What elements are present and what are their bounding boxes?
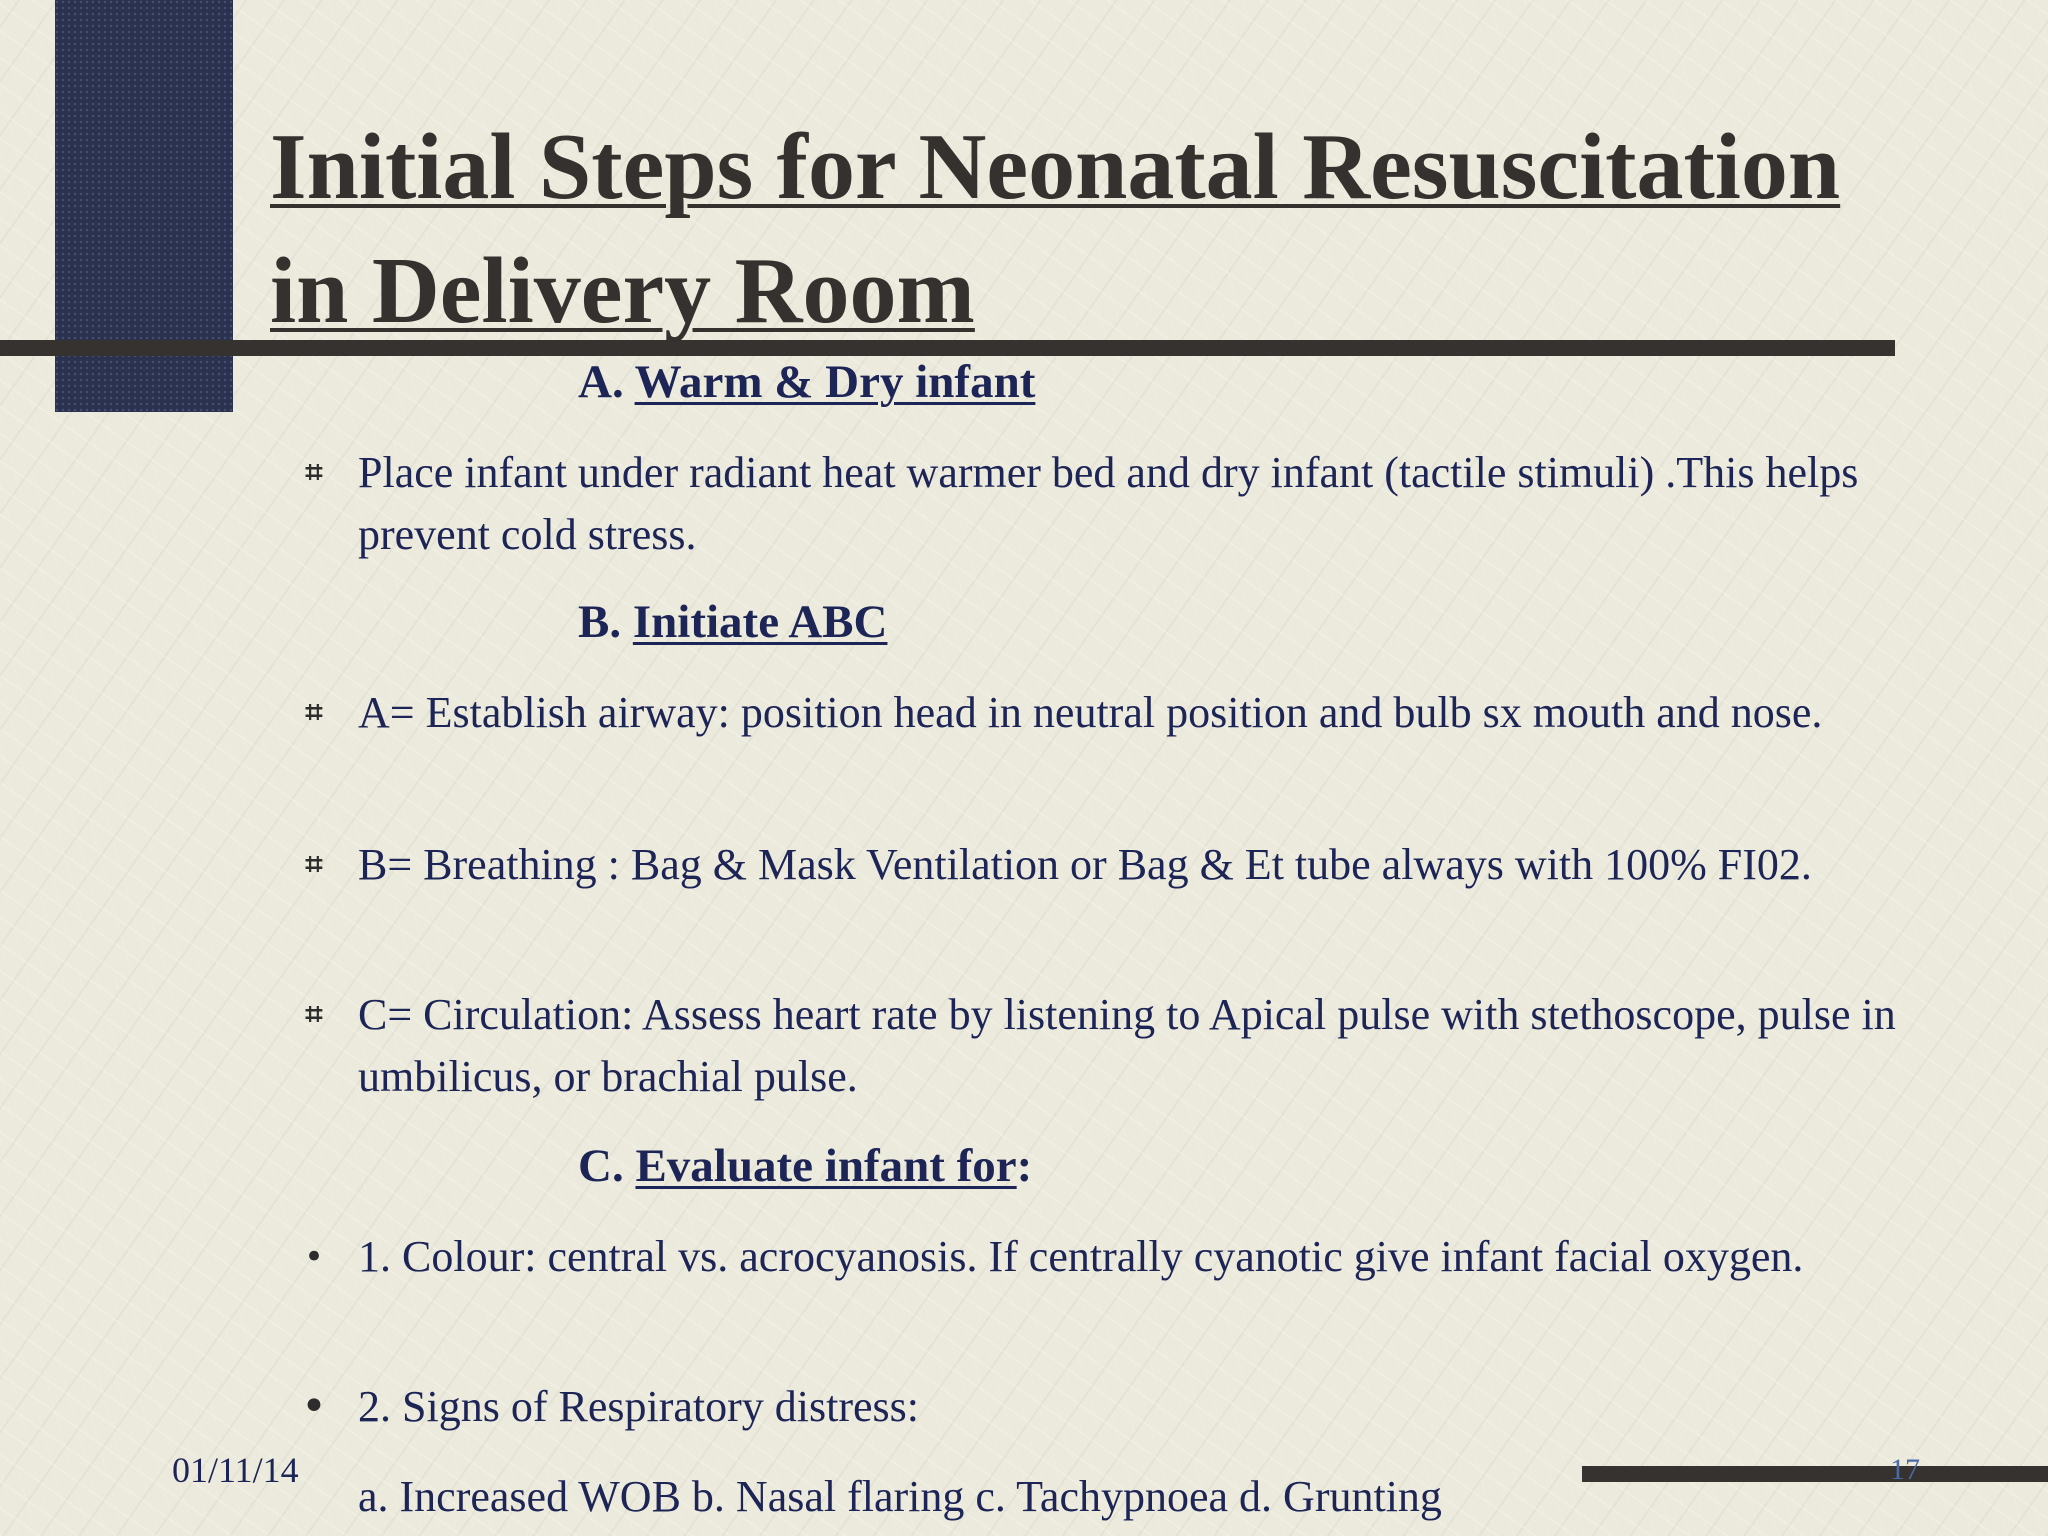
list-item-respiratory-distress: 2. Signs of Respiratory distress: [358,1382,919,1431]
hash-bullet-icon: ⌗ [305,695,323,730]
section-b-prefix: B. [578,596,633,648]
section-a-prefix: A. [578,356,635,408]
section-a-label: Warm & Dry infant [634,356,1036,408]
dot-bullet-icon: • [303,1237,325,1277]
list-item-breathing: B= Breathing : Bag & Mask Ventilation or Bag & Et tube always with 100% FI02. [358,840,1812,889]
section-b-label: Initiate ABC [632,596,888,648]
footer-page-number: 17 [1890,1453,1920,1486]
list-item-airway: A= Establish airway: position head in neutral position and bulb sx mouth and nose. [358,688,1823,737]
section-c-label: Evaluate infant for [635,1140,1017,1192]
respiratory-distress-signs: a. Increased WOB b. Nasal flaring c. Tachypnoea d. Grunting [358,1472,1442,1521]
footer-date: 01/11/14 [172,1450,299,1490]
list-item-colour: 1. Colour: central vs. acrocyanosis. If centrally cyanotic give infant facial oxygen. [358,1232,1804,1281]
list-item-circulation: C= Circulation: Assess heart rate by listening to Apical pulse with stethoscope, pulse in umbilicus, or brachial pulse. [358,990,1896,1101]
hash-bullet-icon: ⌗ [305,847,323,882]
slide-title-line-1: Initial Steps for Neonatal Resuscitation [270,115,1841,219]
section-c-prefix: C. [578,1140,636,1192]
footer-divider-rule [1582,1466,2048,1482]
slide-title [270,105,1840,353]
list-item-warm-dry: Place infant under radiant heat warmer bed and dry infant (tactile stimuli) .This helps prevent cold stress. [358,448,1859,559]
section-heading-b [578,594,887,650]
slide-title-line-2: in Delivery Room [270,239,975,343]
hash-bullet-icon: ⌗ [305,997,323,1032]
dot-bullet-icon: • [301,1381,327,1432]
hash-bullet-icon: ⌗ [305,455,323,490]
section-heading-c [578,1138,1032,1194]
section-c-suffix: : [1016,1140,1033,1192]
section-heading-a [578,354,1035,410]
